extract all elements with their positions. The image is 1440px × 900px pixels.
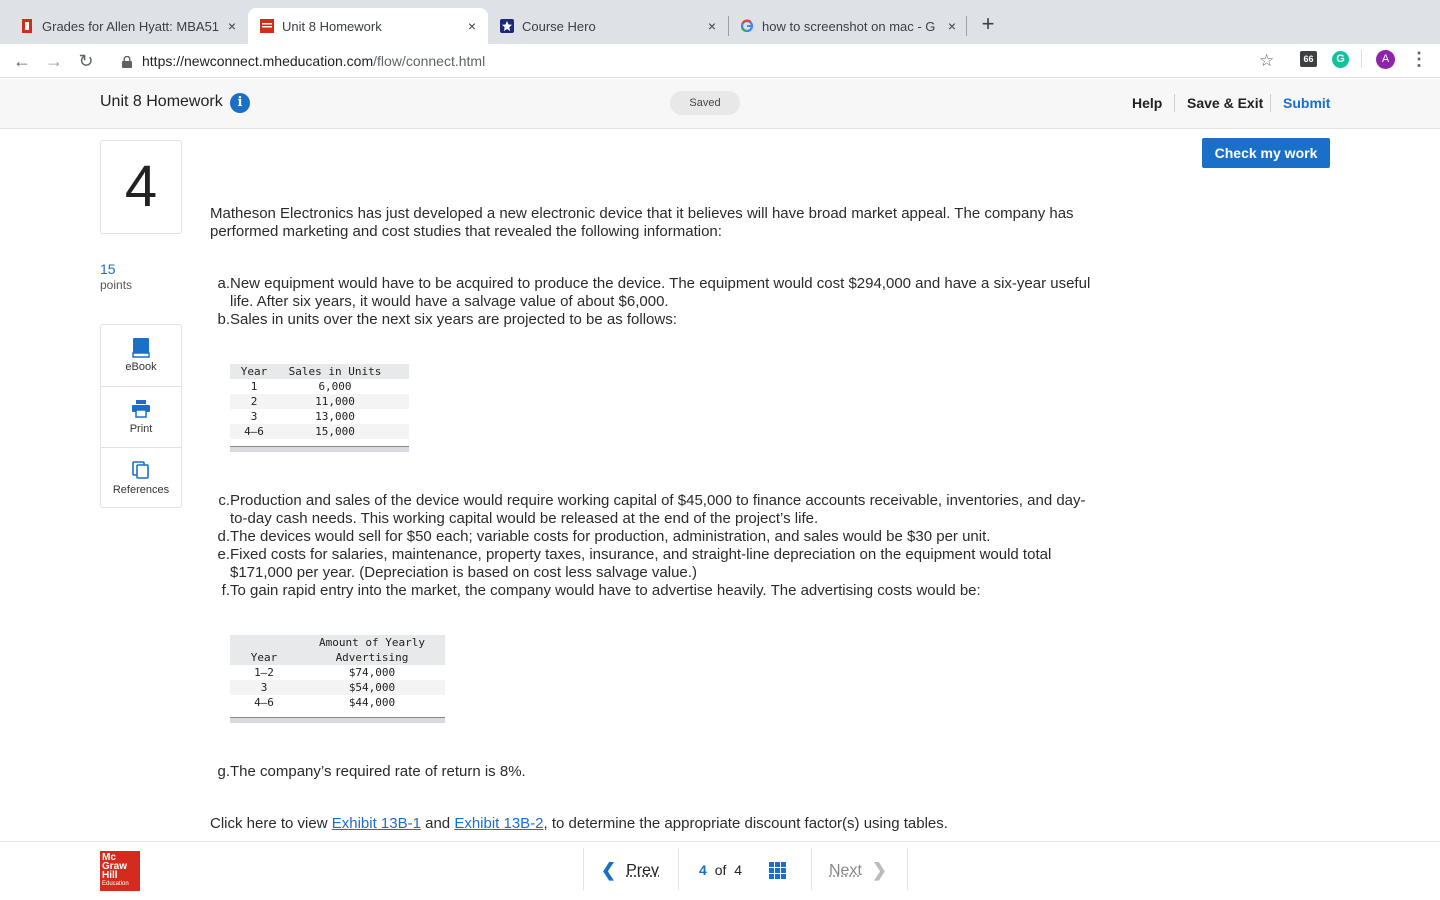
pager-divider	[678, 848, 679, 890]
save-exit-link[interactable]: Save & Exit	[1187, 95, 1264, 111]
amount-cell: $54,000	[348, 681, 396, 694]
current-page: 4	[699, 862, 707, 878]
chevron-left-icon: ❮	[601, 860, 617, 880]
year-cell: 1	[250, 380, 258, 393]
column-header: Amount of Yearly	[319, 636, 425, 649]
browser-tabstrip	[0, 0, 1440, 44]
tab-course-hero[interactable]	[488, 8, 728, 44]
tab-title: Grades for Allen Hyatt: MBA51	[42, 18, 220, 34]
item-a	[210, 275, 1170, 311]
question-intro	[210, 205, 1170, 241]
year-cell: 4–6	[244, 425, 264, 438]
logo-text: Mc	[102, 852, 116, 863]
item-text: The devices would sell for $50 each; variable costs for production, administration, and sales would be $30 per unit.	[230, 528, 991, 545]
item-letter: b.	[217, 311, 230, 328]
check-my-work-button[interactable]: Check my work	[1202, 138, 1330, 168]
course-hero-favicon-icon	[500, 19, 514, 33]
exhibit-13b1-link[interactable]: Exhibit 13B-1	[331, 815, 421, 832]
url-path: /flow/connect.html	[373, 53, 486, 69]
item-line: $171,000 per year. (Depreciation is based on cost less salvage value.)	[230, 564, 697, 581]
item-line: New equipment would have to be acquired to produce the device. The equipment would cost $294,000 and have a six-year useful	[230, 275, 1091, 292]
table-header	[230, 364, 409, 379]
page-counter	[699, 862, 742, 878]
bookmark-star-icon[interactable]: ☆	[1259, 51, 1275, 70]
toolbar-divider	[1361, 50, 1362, 68]
prev-label: Prev	[626, 861, 659, 879]
submit-link[interactable]: Submit	[1283, 95, 1331, 111]
sales-units-table	[230, 364, 409, 452]
item-letter: e.	[217, 546, 230, 563]
table-row	[230, 379, 409, 394]
tab-grades[interactable]	[8, 8, 248, 44]
item-text: To gain rapid entry into the market, the company would have to advertise heavily. The advertising costs would be:	[230, 582, 981, 599]
item-letter: c.	[218, 492, 230, 509]
exhibit-prefix: Click here to view	[210, 815, 332, 832]
ebook-label: eBook	[125, 361, 157, 373]
tab-title: Unit 8 Homework	[282, 18, 382, 34]
pager-divider	[811, 848, 812, 890]
question-tools-panel	[100, 324, 182, 508]
item-g	[210, 763, 1170, 781]
question-number: 4	[100, 140, 182, 234]
profile-avatar[interactable]: A	[1376, 50, 1395, 69]
header-divider	[1270, 94, 1271, 112]
total-pages: 4	[734, 862, 743, 878]
item-letter: g.	[217, 763, 230, 780]
item-text	[230, 275, 1090, 311]
exhibit-mid: and	[420, 815, 455, 832]
item-line: life. After six years, it would have a salvage value of about $6,000.	[230, 293, 669, 310]
units-cell: 13,000	[315, 410, 355, 423]
item-c	[210, 492, 1170, 528]
year-cell: 4–6	[254, 696, 274, 709]
year-cell: 1–2	[254, 666, 274, 679]
advertising-table	[230, 635, 445, 723]
question-pager	[583, 848, 908, 890]
assignment-title: Unit 8 Homework	[100, 93, 223, 110]
info-icon[interactable]: i	[230, 93, 250, 113]
question-grid-icon[interactable]	[769, 862, 786, 879]
points-block	[100, 261, 132, 292]
header-divider	[1174, 94, 1175, 112]
tab-divider	[966, 16, 967, 36]
table-row	[230, 695, 445, 710]
ebook-tool[interactable]	[101, 325, 181, 386]
references-tool[interactable]	[101, 447, 181, 508]
browser-toolbar	[0, 44, 1440, 78]
tab-title: how to screenshot on mac - G	[762, 18, 936, 34]
item-b	[210, 311, 1170, 329]
tab-close-icon[interactable]: ×	[467, 18, 476, 34]
table-footer-bar	[230, 446, 409, 452]
help-link[interactable]: Help	[1132, 95, 1163, 111]
item-d	[210, 528, 1170, 546]
amount-cell: $44,000	[348, 696, 396, 709]
item-line: to-day cash needs. This working capital would be released at the end of the project’s life.	[230, 510, 819, 527]
column-header: Sales in Units	[288, 365, 382, 378]
prev-button[interactable]	[601, 860, 659, 881]
table-header	[230, 635, 445, 665]
references-label: References	[112, 484, 170, 496]
year-cell: 3	[260, 681, 268, 694]
tab-close-icon[interactable]: ×	[707, 18, 716, 34]
tab-close-icon[interactable]: ×	[227, 18, 236, 34]
units-cell: 11,000	[315, 395, 355, 408]
connect-favicon-icon	[20, 19, 34, 33]
table-row	[230, 424, 409, 439]
logo-text: Hill	[102, 870, 118, 881]
tab-close-icon[interactable]: ×	[947, 18, 956, 34]
intro-line: Matheson Electronics has just developed a new electronic device that it believes will have broad market appeal. The company has	[210, 205, 1074, 222]
quote-extension-icon[interactable]: 66	[1300, 51, 1317, 67]
logo-text: Graw	[102, 861, 128, 872]
printer-icon	[132, 400, 150, 418]
table-row	[230, 665, 445, 680]
url-host: https://newconnect.mheducation.com	[142, 53, 374, 69]
mcgraw-hill-favicon-icon	[260, 19, 274, 33]
item-f	[210, 582, 1170, 600]
item-text: Sales in units over the next six years are projected to be as follows:	[230, 311, 677, 328]
back-arrow-icon[interactable]: ←	[13, 51, 31, 71]
google-favicon-icon	[740, 19, 754, 33]
item-letter: d.	[217, 528, 230, 545]
reload-icon[interactable]: ↻	[78, 51, 94, 71]
next-label: Next	[829, 861, 862, 879]
item-text: The company’s required rate of return is 8%.	[230, 763, 526, 780]
table-row	[230, 409, 409, 424]
column-header: Advertising	[335, 651, 409, 664]
item-e	[210, 546, 1170, 582]
page-of: of	[714, 862, 727, 878]
pager-divider	[907, 848, 908, 890]
address-bar[interactable]	[108, 47, 1288, 75]
item-letter: a.	[217, 275, 230, 292]
browser-menu-icon[interactable]: ⋮	[1410, 49, 1428, 69]
points-label: points	[100, 278, 133, 292]
item-letter: f.	[221, 582, 230, 599]
item-text	[230, 546, 1051, 582]
intro-line: performed marketing and cost studies that revealed the following information:	[210, 223, 722, 240]
copy-pages-icon	[132, 461, 150, 479]
pager-divider	[583, 848, 584, 890]
exhibit-13b2-link[interactable]: Exhibit 13B-2	[454, 815, 544, 832]
chevron-right-icon: ❯	[871, 860, 887, 880]
column-header: Year	[240, 365, 268, 378]
tab-google-search[interactable]	[728, 8, 968, 44]
year-cell: 3	[250, 410, 258, 423]
logo-text: Education	[102, 881, 129, 887]
url-text	[142, 53, 485, 69]
new-tab-button[interactable]: +	[981, 11, 995, 36]
tab-title: Course Hero	[522, 18, 596, 34]
exhibit-instructions	[210, 815, 1170, 833]
exhibit-suffix: , to determine the appropriate discount factor(s) using tables.	[543, 815, 948, 832]
saved-status-badge: Saved	[670, 91, 740, 115]
item-text	[230, 492, 1086, 528]
year-cell: 2	[250, 395, 258, 408]
print-tool[interactable]	[101, 386, 181, 447]
table-row	[230, 680, 445, 695]
grammarly-extension-icon[interactable]: G	[1332, 51, 1349, 68]
forward-arrow-icon[interactable]: →	[45, 51, 63, 71]
units-cell: 15,000	[315, 425, 355, 438]
table-footer-bar	[230, 717, 445, 723]
item-line: Fixed costs for salaries, maintenance, property taxes, insurance, and straight-line depreciation on the equipment would total	[230, 546, 1052, 563]
book-icon	[132, 338, 150, 356]
tab-unit8-homework[interactable]	[248, 8, 488, 44]
points-value: 15	[100, 261, 116, 277]
mcgraw-hill-logo	[100, 851, 140, 891]
lock-icon	[122, 55, 132, 67]
next-button[interactable]	[829, 860, 887, 881]
units-cell: 6,000	[318, 380, 352, 393]
column-header: Year	[250, 651, 278, 664]
amount-cell: $74,000	[348, 666, 396, 679]
table-row	[230, 394, 409, 409]
print-label: Print	[129, 423, 153, 435]
item-line: Production and sales of the device would require working capital of $45,000 to finance accounts receivable, inventories, and day-	[230, 492, 1086, 509]
